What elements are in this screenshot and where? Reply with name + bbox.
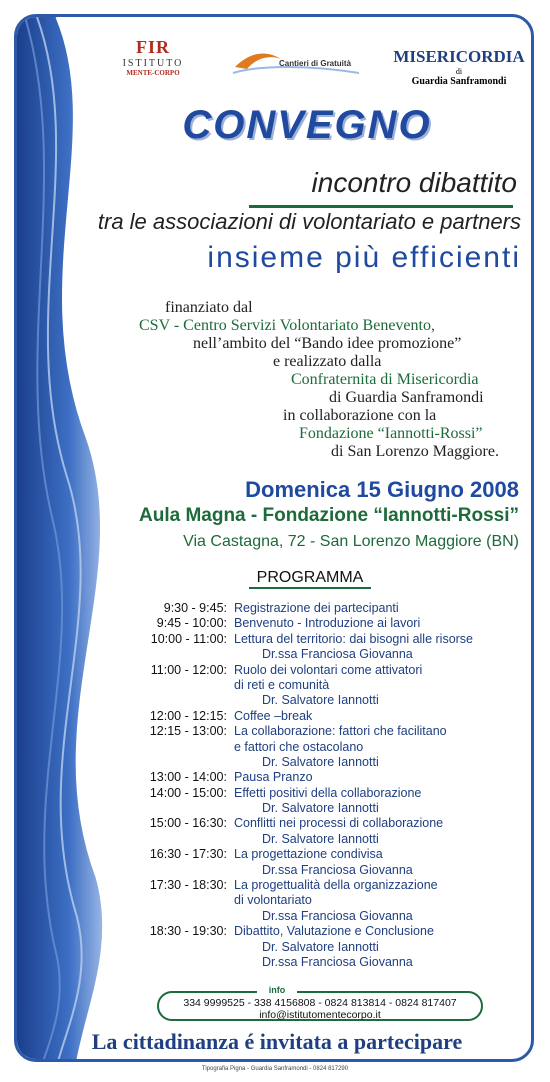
program-row: [97, 616, 527, 631]
fir-logo-subtext: ISTITUTO: [122, 58, 184, 69]
funding-line: CSV - Centro Servizi Volontariato Benevento,: [139, 317, 435, 334]
program-activity: Lettura del territorio: dai bisogni alle risorse: [234, 631, 474, 646]
program-time: [97, 893, 234, 908]
program-speaker: Dr. Salvatore Iannotti: [262, 693, 379, 708]
program-time: 16:30 - 17:30:: [149, 847, 227, 862]
program-row: [97, 693, 527, 708]
misericordia-logo-place: Guardia Sanframondi: [411, 76, 507, 87]
event-subtitle: incontro dibattito: [311, 167, 517, 198]
event-address: Via Castagna, 72 - San Lorenzo Maggiore (BN): [183, 533, 519, 550]
program-row: [97, 955, 527, 970]
cantieri-logo-text: Cantieri di Gratuità: [279, 59, 352, 68]
program-row: [97, 801, 527, 816]
program-activity: Dibattito, Valutazione e Conclusione: [234, 924, 434, 939]
cantieri-logo: [229, 43, 369, 85]
program-row: [97, 878, 527, 893]
program-activity: Ruolo dei volontari come attivatori: [234, 662, 423, 677]
program-row: [97, 663, 527, 678]
subtitle-underline: [249, 205, 513, 208]
program-time: 18:30 - 19:30:: [149, 924, 227, 939]
program-speaker: Dr. Salvatore Iannotti: [262, 754, 379, 769]
funding-line: finanziato dal: [165, 299, 253, 316]
program-time: 12:00 - 12:15:: [149, 708, 227, 723]
event-venue: Aula Magna - Fondazione “Iannotti-Rossi”: [139, 505, 519, 526]
program-time: 10:00 - 11:00:: [150, 631, 227, 646]
contact-email: info@istitutomentecorpo.it: [259, 1009, 381, 1021]
invitation-text: La cittadinanza é invitata a partecipare: [91, 1029, 463, 1054]
program-row: [97, 832, 527, 847]
funding-line: di San Lorenzo Maggiore.: [331, 443, 499, 460]
program-activity: La collaborazione: fattori che facilitano: [234, 724, 447, 739]
misericordia-logo: [389, 47, 529, 87]
program-time: [97, 832, 234, 847]
program-time: 9:30 - 9:45:: [163, 601, 227, 615]
event-date: Domenica 15 Giugno 2008: [245, 477, 519, 502]
program-time: [97, 909, 234, 924]
program-speaker: Dr.ssa Franciosa Giovanna: [262, 862, 413, 877]
program-row: [97, 924, 527, 939]
program-time: [97, 755, 234, 770]
program-time: [97, 955, 234, 970]
contact-phones: 334 9999525 - 338 4156808 - 0824 813814 - 0824 817407: [183, 997, 457, 1009]
program-activity: Pausa Pranzo: [234, 770, 313, 785]
program-time: 12:15 - 13:00:: [149, 724, 227, 739]
fir-logo-subtext-2: MENTE-CORPO: [126, 69, 180, 77]
program-speaker: Dr.ssa Franciosa Giovanna: [262, 647, 413, 662]
program-row: [97, 740, 527, 755]
program-row: [97, 632, 527, 647]
program-time: [97, 678, 234, 693]
program-activity: La progettualità della organizzazione: [234, 878, 438, 893]
program-row: [97, 709, 527, 724]
program-row: [97, 816, 527, 831]
event-tagline: tra le associazioni di volontariato e partners: [97, 209, 521, 234]
program-row: [97, 724, 527, 739]
program-time: [97, 647, 234, 662]
program-title: PROGRAMMA: [249, 569, 371, 589]
program-time: [97, 940, 234, 955]
misericordia-logo-di: di: [455, 67, 463, 76]
program-activity: e fattori che ostacolano: [234, 739, 364, 754]
program-row: [97, 863, 527, 878]
program-time: 11:00 - 12:00:: [150, 662, 227, 677]
poster-frame: [14, 14, 534, 1062]
program-row: [97, 647, 527, 662]
misericordia-logo-title: MISERICORDIA: [393, 47, 525, 66]
program-row: [97, 909, 527, 924]
program-row: [97, 847, 527, 862]
program-time: [97, 863, 234, 878]
program-activity: Effetti positivi della collaborazione: [234, 785, 422, 800]
program-activity: di volontariato: [234, 893, 312, 908]
funding-line: di Guardia Sanframondi: [329, 389, 484, 406]
program-activity: Coffee –break: [234, 708, 313, 723]
program-time: 9:45 - 10:00:: [156, 616, 227, 631]
funding-line: nell’ambito del “Bando idee promozione”: [193, 335, 462, 352]
program-time: [97, 693, 234, 708]
contact-box: [157, 991, 483, 1021]
funding-line: Confraternita di Misericordia: [291, 371, 479, 388]
program-speaker: Dr. Salvatore Iannotti: [262, 801, 379, 816]
program-speaker: Dr.ssa Franciosa Giovanna: [262, 908, 413, 923]
funding-line: e realizzato dalla: [273, 353, 382, 370]
program-activity: di reti e comunità: [234, 677, 330, 692]
program-activity: La progettazione condivisa: [234, 847, 383, 862]
program-speaker: Dr. Salvatore Iannotti: [262, 831, 379, 846]
event-motto: insieme più efficienti: [207, 241, 521, 274]
program-row: [97, 893, 527, 908]
funding-line: Fondazione “Iannotti-Rossi”: [299, 425, 483, 442]
program-time: 17:30 - 18:30:: [149, 878, 227, 893]
program-activity: Conflitti nei processi di collaborazione: [234, 816, 444, 831]
program-row: [97, 786, 527, 801]
program-speaker: Dr. Salvatore Iannotti: [262, 939, 379, 954]
fir-logo-text: FIR: [136, 37, 170, 57]
program-time: 13:00 - 14:00:: [149, 770, 227, 785]
program-time: [97, 740, 234, 755]
program-row: [97, 755, 527, 770]
program-speaker: Dr.ssa Franciosa Giovanna: [262, 954, 413, 969]
program-time: 14:00 - 15:00:: [149, 785, 227, 800]
program-time: 15:00 - 16:30:: [149, 816, 227, 831]
program-activity: Registrazione dei partecipanti: [234, 601, 399, 615]
program-row: [97, 601, 527, 616]
program-row: [97, 678, 527, 693]
program-row: [97, 940, 527, 955]
program-list: [97, 601, 527, 970]
program-time: [97, 801, 234, 816]
program-row: [97, 770, 527, 785]
info-label: info: [257, 985, 297, 995]
funding-text: [117, 299, 519, 461]
event-title: CONVEGNO: [182, 103, 432, 147]
printer-credit: Tipografia Pigna - Guardia Sanframondi - 0824 817290: [201, 1066, 349, 1072]
fir-logo: [113, 37, 193, 77]
program-activity: Benvenuto - Introduzione ai lavori: [234, 616, 421, 631]
funding-line: in collaborazione con la: [283, 407, 437, 424]
